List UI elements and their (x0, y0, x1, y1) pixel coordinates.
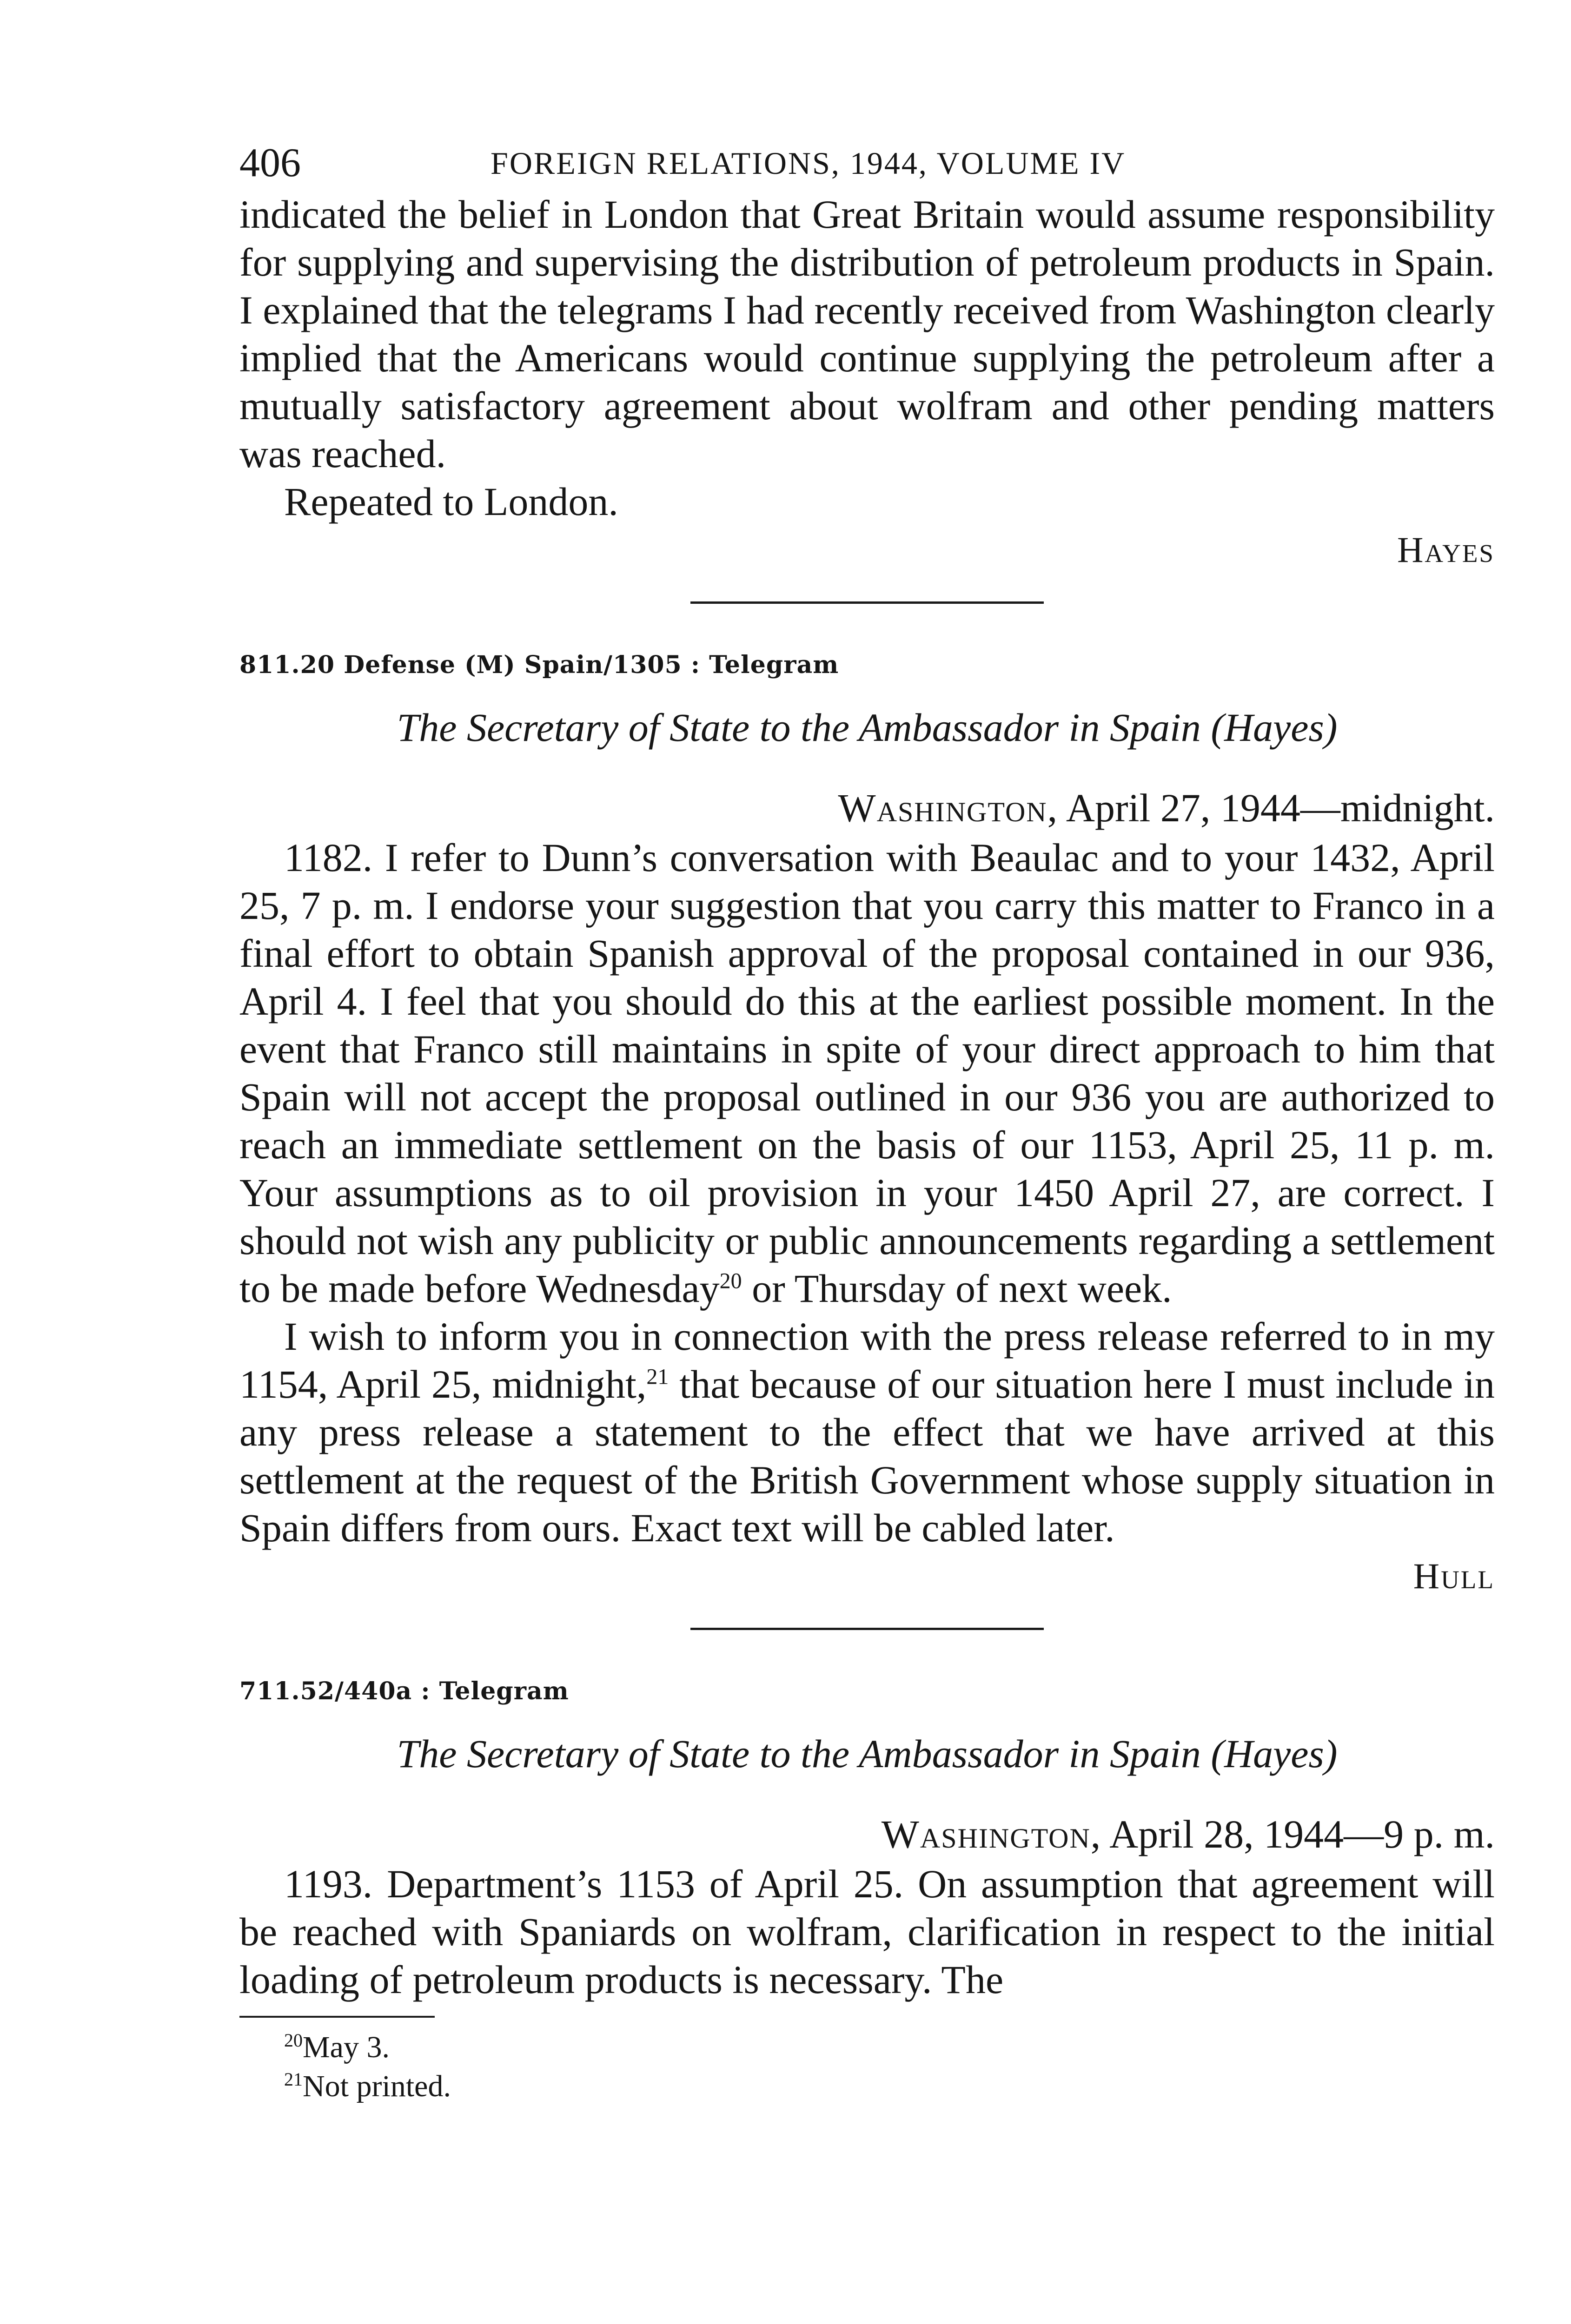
section-divider (690, 1628, 1044, 1630)
page-body (239, 191, 1495, 2106)
signature-hull: Hull (1413, 1556, 1495, 1596)
footnote-20 (239, 2028, 1495, 2067)
footnote-21 (239, 2067, 1495, 2106)
telegram-paragraph: 1193. Department’s 1153 of April 25. On assumption that agreement will be reached with Spaniards on wolfram, clarification in respect to the initial loading of petroleum products is necessary. The (239, 1862, 1495, 2002)
footnote-mark: 20 (284, 2030, 303, 2051)
dateline (239, 784, 1495, 832)
paragraph-text: or Thursday of next week. (742, 1266, 1172, 1311)
telegram-paragraph (239, 1313, 1495, 1552)
footnote-mark: 21 (284, 2069, 303, 2090)
footnote-ref-21: 21 (646, 1364, 669, 1389)
page-header (239, 139, 1495, 191)
dateline-place: Washington, (881, 1812, 1102, 1856)
repeated-note: Repeated to London. (284, 479, 618, 524)
file-reference: 811.20 Defense (M) Spain/1305 : Telegram (239, 651, 839, 679)
dateline-date: April 27, 1944—midnight. (1058, 786, 1495, 830)
paragraph-text: I wish to inform you in connection with the press release referred to in my 1154, April 25, midnight, (239, 1314, 1495, 1406)
footnote-text: May 3. (303, 2030, 390, 2064)
running-head: FOREIGN RELATIONS, 1944, VOLUME IV (491, 145, 1126, 181)
document-title: The Secretary of State to the Ambassador in Spain (Hayes) (397, 1731, 1338, 1776)
section-divider (690, 601, 1044, 604)
document-page (239, 139, 1495, 2106)
dateline-place: Washington, (838, 786, 1059, 830)
paragraph-text: that because of our situation here I must include in any press release a statement to the effect that we have arrived at this settlement at the request of the British Government whose supply situation in Spain differs from ours. Exact text will be cabled later. (239, 1362, 1495, 1550)
document-title: The Secretary of State to the Ambassador in Spain (Hayes) (397, 705, 1338, 750)
footnote-ref-20: 20 (719, 1268, 742, 1294)
dateline (239, 1810, 1495, 1858)
telegram-paragraph (239, 834, 1495, 1313)
continuation-paragraph: indicated the belief in London that Great Britain would assume responsibility for supplying and supervising the distribution of petroleum products in Spain. I explained that the telegrams I had recently received from Washington clearly implied that the Americans would continue supplying the petroleum after a mutually satisfactory agreement about wolfram and other pending matters was reached. (239, 192, 1495, 476)
page-number: 406 (239, 140, 301, 185)
file-reference: 711.52/440a : Telegram (239, 1677, 569, 1705)
dateline-date: April 28, 1944—9 p. m. (1101, 1812, 1495, 1856)
footnote-divider (239, 2016, 435, 2018)
footnote-text: Not printed. (303, 2069, 451, 2103)
signature-hayes: Hayes (1397, 529, 1495, 570)
paragraph-text: 1182. I refer to Dunn’s conversation with Beaulac and to your 1432, April 25, 7 p. m. I endorse your suggestion that you carry this matter to Franco in a final effort to obtain Spanish approval of the proposal contained in our 936, April 4. I feel that you should do this at the earliest possible moment. In the event that Franco still maintains in spite of your direct approach to him that Spain will not accept the proposal outlined in our 936 you are authorized to reach an immediate settlement on the basis of our 1153, April 25, 11 p. m. Your assumptions as to oil provision in your 1450 April 27, are correct. I should not wish any publicity or public announcements regarding a settlement to be made before Wednesday (239, 835, 1495, 1311)
